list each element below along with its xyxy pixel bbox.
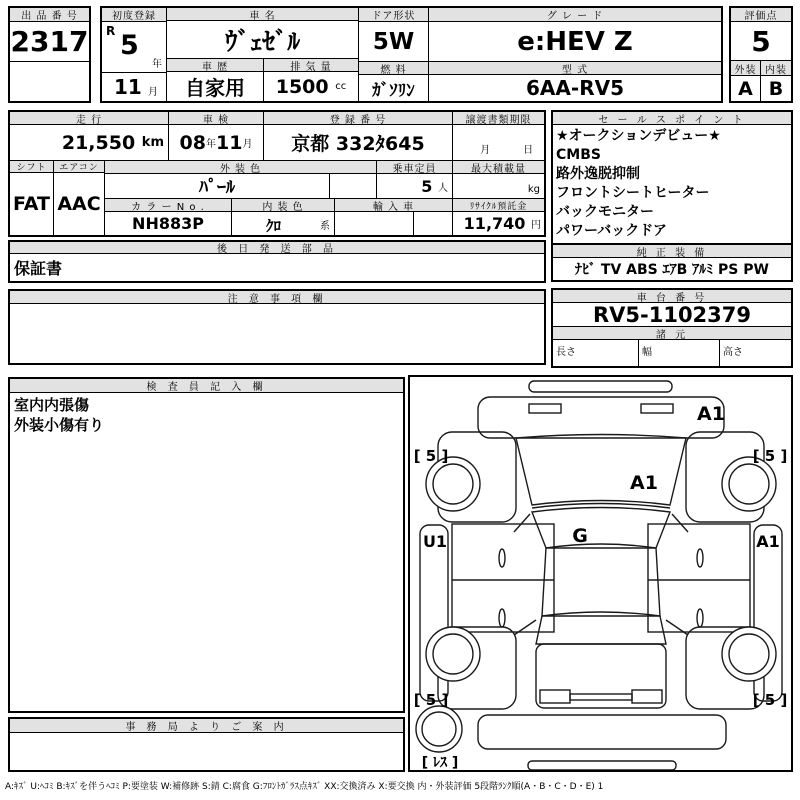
shift-value: FAT (13, 193, 50, 215)
chassis-box (551, 288, 793, 368)
equipment-label: 純 正 装 備 (553, 245, 791, 258)
shipping-value: 保証書 (14, 259, 63, 278)
vehicle-table (100, 6, 723, 103)
door-column (359, 8, 429, 101)
office-empty-area (10, 733, 403, 770)
transfer-value: 月 日 (480, 145, 534, 156)
sales-points-list (553, 125, 791, 243)
interior-grade: B (768, 77, 784, 100)
sales-points-box (551, 110, 793, 245)
mark-tire-fl: [ 5 ] (413, 447, 449, 465)
score-value: 5 (731, 22, 791, 61)
first-reg-year-cell (102, 22, 166, 73)
office-label: 事 務 局 よ り ご 案 内 (10, 719, 403, 733)
first-reg-year: 5 (120, 30, 139, 61)
spec-width-cell (639, 340, 720, 366)
mark-glass-g: G (572, 525, 588, 547)
mark-spare-less: [ ﾚｽ ] (421, 755, 459, 770)
sales-point-item: ★オークションデビュー★ (556, 128, 721, 144)
displacement-value: 1500 cc (275, 75, 347, 98)
headlight-right (641, 404, 673, 413)
shipping-label: 後 日 発 送 部 品 (10, 242, 544, 254)
mileage-unit: km (141, 135, 164, 150)
history-value: 自家用 (167, 72, 264, 101)
import-label: 輸 入 車 (335, 199, 453, 211)
inspector-notes (10, 393, 403, 711)
car-diagram (410, 377, 791, 770)
history-label: 車 歴 (167, 59, 264, 71)
notes-label: 注 意 事 項 欄 (10, 291, 544, 304)
car-name-value: ｳﾞｪｾﾞﾙ (167, 21, 358, 59)
sales-point-item: CMBS (556, 147, 601, 163)
equipment-value: ﾅﾋﾞ TV ABS ｴｱB ｱﾙﾐ PS PW (575, 262, 769, 278)
capacity-value: 5 人 (377, 174, 453, 198)
aircon-label: エアコン (54, 161, 104, 173)
exterior-label: 外装 (731, 61, 761, 75)
model-code-label: 型 式 (429, 62, 721, 75)
c-pillar-left (514, 620, 536, 635)
sales-point-item: 路外逸脱抑制 (556, 166, 640, 182)
license-garnish (570, 694, 632, 700)
model-code-value: 6AA-RV5 (526, 76, 624, 100)
mileage-label: 走 行 (10, 112, 169, 125)
spec-height-cell (720, 340, 791, 366)
inspector-note-line: 室内内張傷 (14, 396, 90, 414)
reg-no-label: 登 録 番 号 (264, 112, 453, 125)
hood-panel (516, 435, 686, 506)
reg-no-value: 京都 332ﾀ645 (264, 125, 453, 160)
inspector-note-line: 外装小傷有り (14, 416, 105, 434)
shaken-label: 車 検 (169, 112, 264, 125)
spec-height-label: 高さ (723, 347, 743, 358)
score-label: 評価点 (731, 8, 791, 22)
first-reg-month-unit: 月 (148, 87, 158, 98)
aircon-value: AAC (57, 193, 101, 215)
sales-point-item: バックモニター (556, 204, 654, 220)
fuel-value: ｶﾞｿﾘﾝ (372, 80, 415, 101)
color-capacity-grid (105, 161, 544, 235)
info-table (8, 110, 546, 237)
doors-left (452, 524, 554, 632)
displacement-label: 排 気 量 (264, 59, 358, 71)
door-handle (697, 549, 703, 567)
front-panel (478, 397, 724, 438)
transfer-label: 譲渡書類期限 (453, 112, 544, 125)
notes-empty-area (10, 304, 544, 363)
ext-color-label: 外 装 色 (105, 161, 377, 173)
fuel-label: 燃 料 (359, 62, 428, 75)
spec-label: 諸 元 (553, 327, 791, 340)
footer-legend: A:ｷｽﾞ U:ﾍｺﾐ B:ｷｽﾞを伴うﾍｺﾐ P:要塗装 W:補修跡 S:錆 C:腐食 G:ﾌﾛﾝﾄｶﾞﾗｽ点ｷｽﾞ XX:交換済み X:要交換 内・外装評価 5段階ﾗﾝｸ順(A・B・C・D・E) 1 (5, 782, 604, 792)
shift-column (10, 161, 54, 235)
shift-label: シフト (10, 161, 53, 173)
door-label: ドア形状 (359, 8, 428, 22)
first-reg-label: 初度登録 (102, 8, 166, 22)
payload-label: 最大積載量 (453, 161, 544, 173)
ext-color-value: ﾊﾟｰﾙ (105, 174, 330, 198)
first-reg-era: R (106, 24, 116, 38)
office-box (8, 717, 405, 772)
displacement-unit: cc (335, 81, 347, 92)
color-no-label: カ ラ ー N o . (105, 199, 232, 211)
taillight-right (632, 690, 662, 703)
interior-label: 内装 (761, 61, 791, 75)
color-no-value: NH883P (105, 212, 232, 235)
auction-no-empty-cell (10, 62, 89, 101)
auction-no-box (8, 6, 91, 103)
capacity-label: 乗車定員 (377, 161, 453, 173)
front-bumper-strip (529, 381, 672, 392)
mileage-value: 21,550 km (10, 125, 169, 160)
first-reg-column (102, 8, 167, 101)
payload-value: kg (527, 184, 540, 195)
int-color-value: ｸﾛ 系 (232, 212, 335, 235)
grade-label: グ レ ー ド (429, 8, 721, 22)
door-handle (499, 609, 505, 627)
car-diagram-box (408, 375, 793, 772)
mark-tire-rr: [ 5 ] (752, 691, 788, 709)
first-reg-month-cell (102, 73, 166, 101)
int-color-suffix: 系 (320, 221, 330, 232)
mark-left-door-u1: U1 (422, 532, 448, 551)
grade-value: e:HEV Z (429, 22, 721, 62)
shipping-box (8, 240, 546, 283)
recycle-value: 11,740 円 (463, 214, 541, 233)
auction-no-value: 2317 (10, 22, 89, 62)
mark-tire-rl: [ 5 ] (413, 691, 449, 709)
roof-panel (542, 548, 660, 616)
mark-tire-fr: [ 5 ] (752, 447, 788, 465)
windshield (532, 508, 670, 549)
chassis-label: 車 台 番 号 (553, 290, 791, 303)
inspector-label: 検 査 員 記 入 欄 (10, 379, 403, 393)
equipment-box (551, 243, 793, 282)
aircon-column (54, 161, 105, 235)
mark-hood-a1: A1 (630, 472, 658, 494)
a-pillar-right (672, 514, 688, 532)
c-pillar-right (666, 620, 688, 635)
rear-bumper-strip (528, 761, 676, 770)
sales-point-item: フロントシートヒーター (556, 185, 710, 201)
spec-length-label: 長さ (556, 347, 576, 358)
first-reg-year-unit: 年 (152, 59, 162, 70)
shaken-value: 08 年 11 月 (169, 125, 264, 160)
ext-color-extra-cell (330, 174, 377, 198)
mark-front-a1: A1 (697, 403, 725, 425)
notes-box (8, 289, 546, 365)
score-box (729, 6, 793, 103)
headlight-left (529, 404, 561, 413)
rear-bumper (478, 715, 726, 749)
sales-points-label: セ ー ル ス ポ イ ン ト (553, 112, 791, 125)
door-handle (499, 549, 505, 567)
door-value: 5W (359, 22, 428, 62)
sales-point-item: パワーバックドア (556, 223, 667, 239)
import-cell-2 (414, 212, 453, 235)
tailgate-panel (536, 644, 666, 708)
recycle-label: ﾘｻｲｸﾙ預託金 (453, 199, 544, 211)
grade-column (429, 8, 721, 101)
mark-right-door-a1: A1 (756, 532, 780, 551)
a-pillar-left (514, 514, 530, 532)
spec-width-label: 幅 (642, 347, 652, 358)
exterior-grade: A (731, 76, 761, 101)
rear-glass (536, 612, 666, 644)
auction-no-label: 出 品 番 号 (10, 8, 89, 22)
door-handle (697, 609, 703, 627)
taillight-left (540, 690, 570, 703)
import-cell-1 (335, 212, 414, 235)
int-color-label: 内 装 色 (232, 199, 335, 211)
chassis-value: RV5-1102379 (553, 303, 791, 327)
doors-right (648, 524, 750, 632)
spec-length-cell (553, 340, 639, 366)
car-name-label: 車 名 (167, 8, 358, 21)
car-name-column (167, 8, 359, 101)
inspector-box (8, 377, 405, 713)
first-reg-month: 11 (114, 75, 142, 99)
